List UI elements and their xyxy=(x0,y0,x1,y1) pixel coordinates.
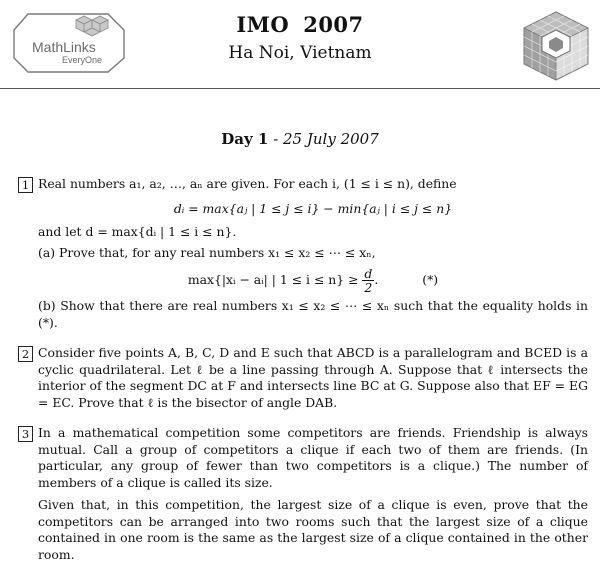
day-label: Day 1 xyxy=(221,130,269,148)
header-rule xyxy=(0,88,600,89)
day-heading xyxy=(0,130,600,148)
logo-text-mathlinks: MathLinks xyxy=(32,39,96,55)
day-date: 25 July 2007 xyxy=(283,130,379,148)
formula2-end: . xyxy=(374,272,379,287)
formula2-denominator: 2 xyxy=(364,280,373,295)
page-title xyxy=(180,12,420,37)
page-header xyxy=(0,0,600,88)
day-separator: - xyxy=(273,130,279,148)
formula2-fraction xyxy=(362,267,374,294)
title-block xyxy=(180,12,420,63)
problem-1-line2: and let d = max{dᵢ | 1 ≤ i ≤ n}. xyxy=(38,224,237,239)
problem-1 xyxy=(18,176,588,331)
problem-1-part-b: (b) Show that there are real numbers x₁ ≤ x₂ ≤ ⋯ ≤ xₙ such that the equality holds in (*). xyxy=(38,298,588,330)
formula2-tag: (*) xyxy=(422,272,439,287)
problem-1-formula-d: dᵢ = max{aⱼ | 1 ≤ j ≤ i} − min{aⱼ | i ≤ j ≤ n} xyxy=(173,200,453,216)
problem-1-part-a: (a) Prove that, for any real numbers x₁ ≤ x₂ ≤ ⋯ ≤ xₙ, xyxy=(38,244,376,260)
mathlinks-logo xyxy=(6,8,130,76)
problem-number-1: 1 xyxy=(18,177,33,193)
title-year: 2007 xyxy=(303,12,364,37)
problem-2-text: Consider five points A, B, C, D and E such that ABCD is a parallelogram and BCED is a cyclic quadrilateral. Let ℓ be a line passing through A. Suppose that ℓ intersects the interior of the segment DC at F and intersects line BC at G. Suppose also that EF = EG = EC. Prove that ℓ is the bisector of angle DAB. xyxy=(38,345,588,410)
problem-number-2: 2 xyxy=(18,346,33,362)
page-subtitle: Ha Noi, Vietnam xyxy=(228,43,372,63)
cube-emblem-icon xyxy=(522,10,590,82)
problem-list xyxy=(18,176,588,563)
problem-1-formula-inequality xyxy=(38,267,588,294)
problem-1-intro: Real numbers a₁, a₂, …, aₙ are given. For each i, (1 ≤ i ≤ n), define xyxy=(38,176,457,191)
logo-text-everyone: EveryOne xyxy=(62,55,103,65)
problem-3-text2: Given that, in this competition, the largest size of a clique is even, prove that the competitors can be arranged into two rooms such that the largest size of a clique contained in one room is the same as the largest size of a clique contained in the other room. xyxy=(38,497,588,562)
problem-3 xyxy=(18,425,588,563)
problem-2 xyxy=(18,345,588,411)
problem-3-text: In a mathematical competition some competitors are friends. Friendship is always mutual. Call a group of competitors a clique if each two of them are friends. (In particular, any group of fewer than two competitors is a clique.) The number of members of a clique is called its size. xyxy=(38,425,588,490)
problem-number-3: 3 xyxy=(18,426,33,442)
formula2-numerator: d xyxy=(364,266,373,281)
formula2-lhs: max{|xᵢ − aᵢ| | 1 ≤ i ≤ n} ≥ xyxy=(187,272,359,287)
title-name: IMO xyxy=(236,12,290,37)
